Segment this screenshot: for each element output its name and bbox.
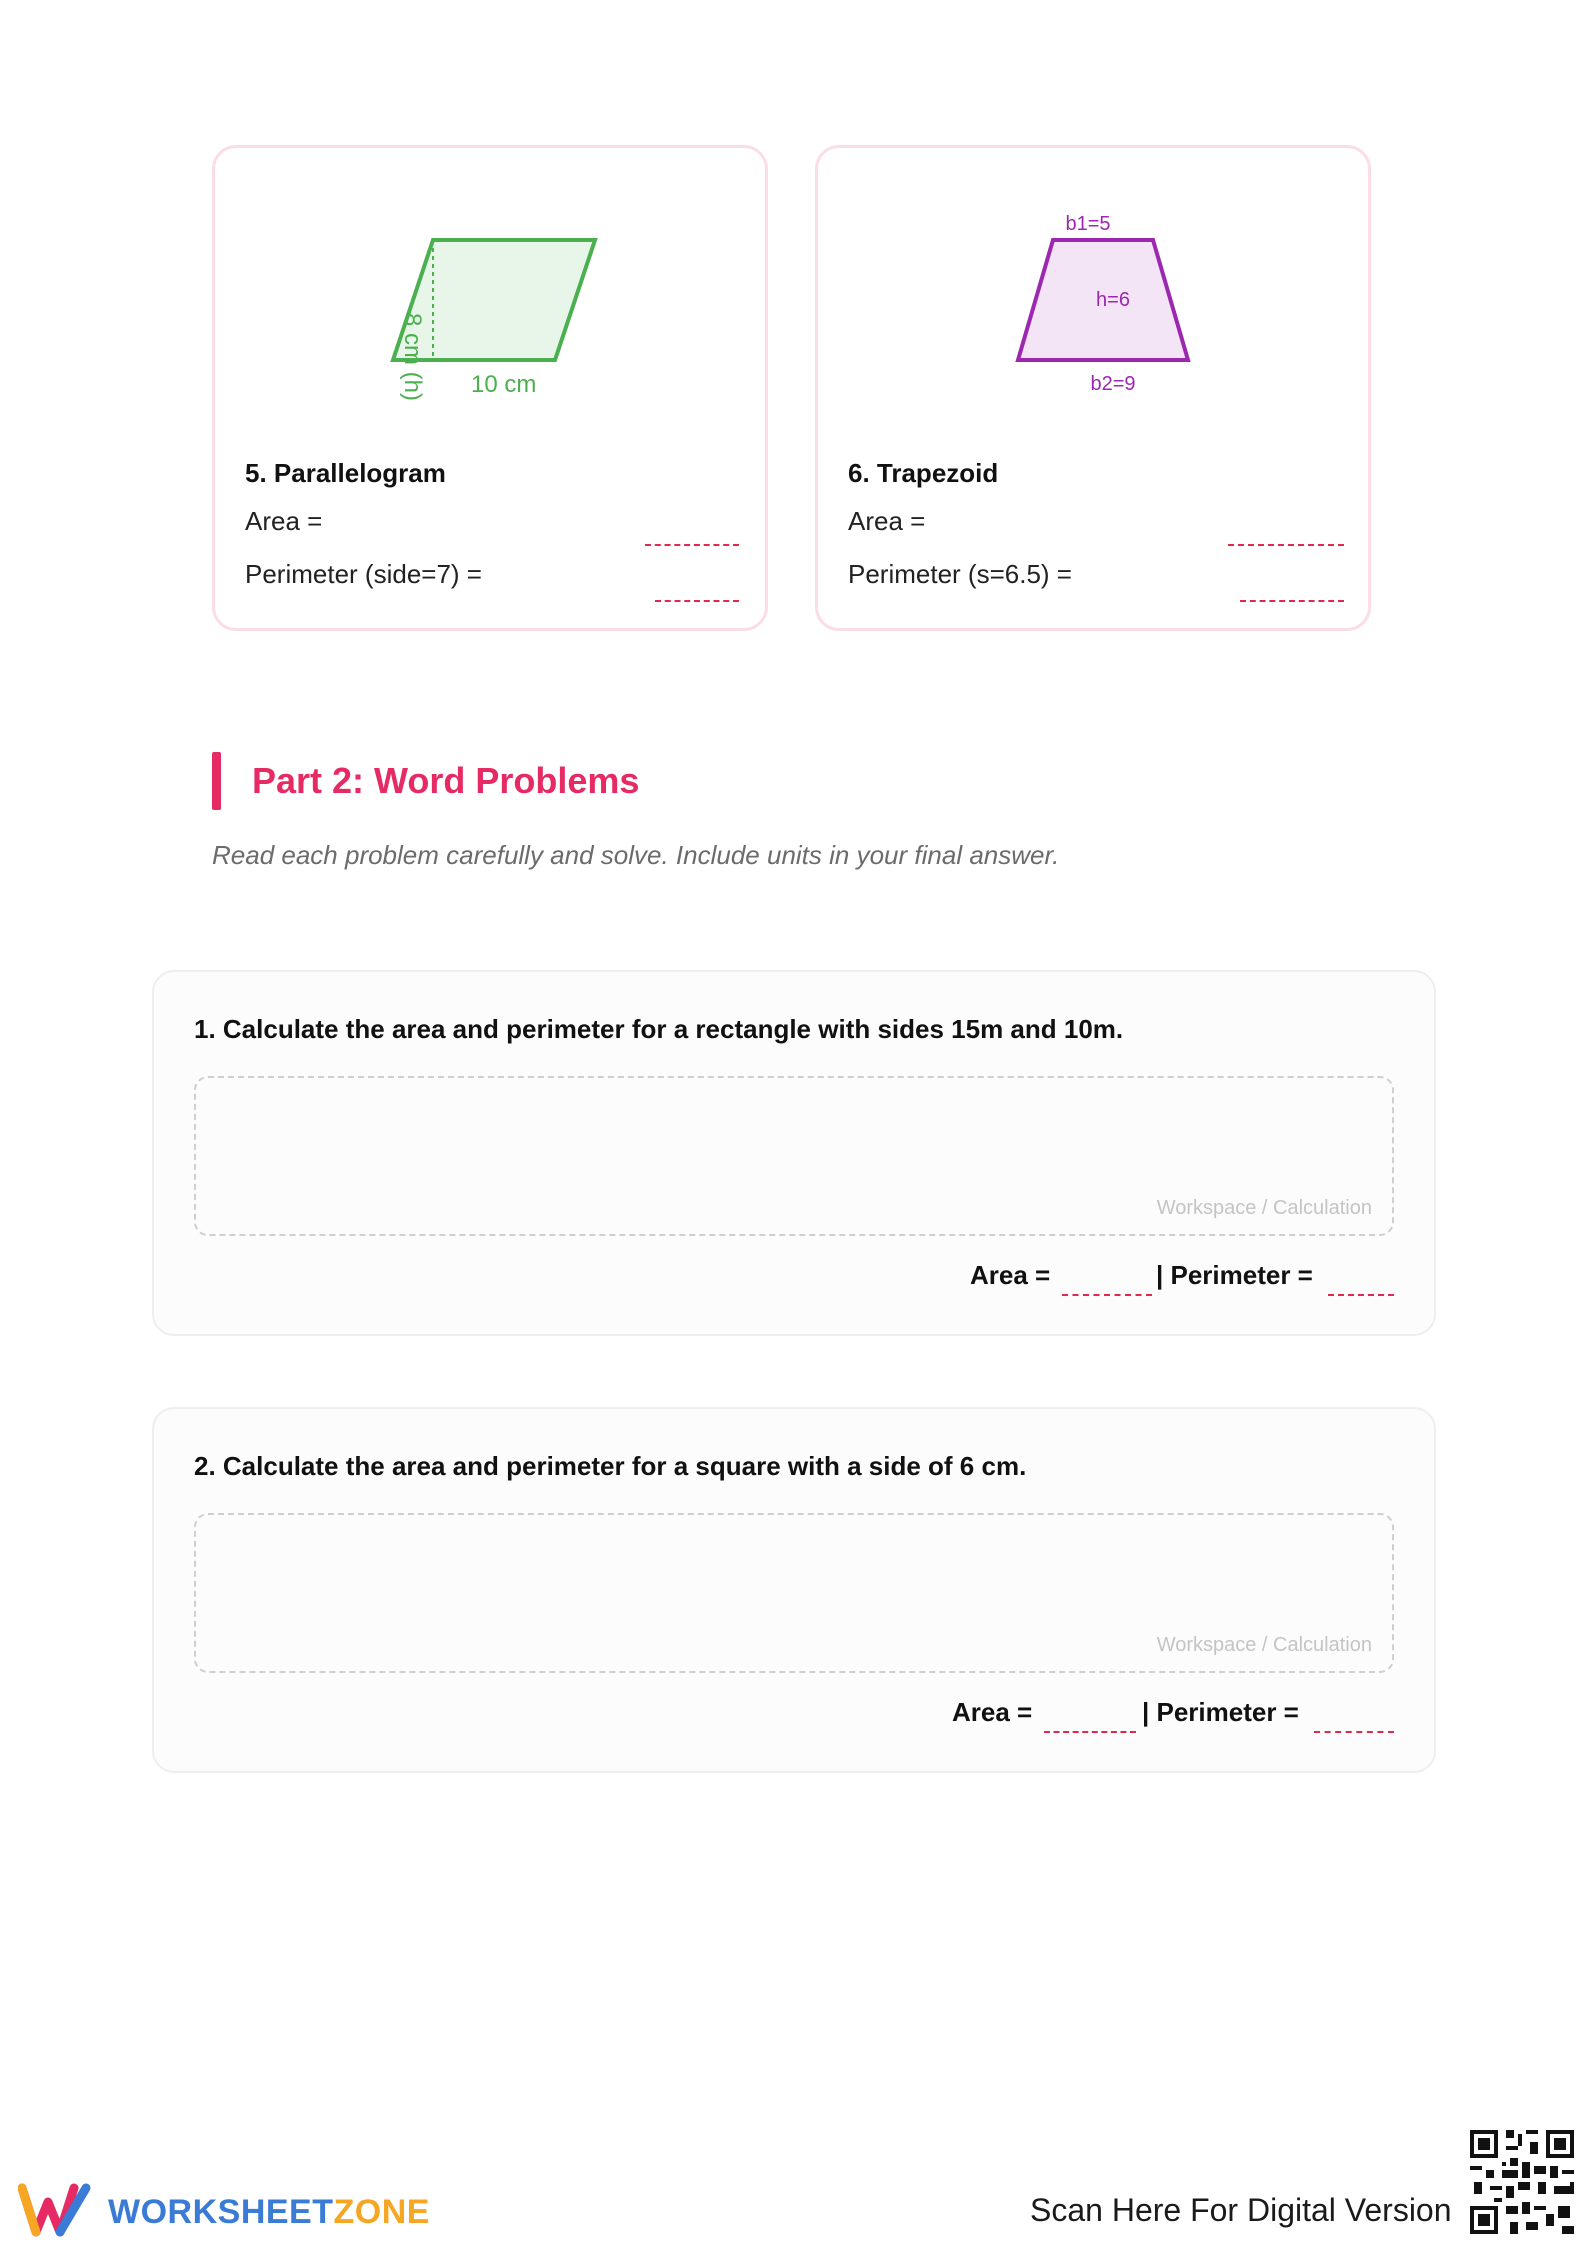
perimeter-answer-label: | Perimeter =: [1142, 1697, 1299, 1727]
area-label: Area =: [848, 506, 926, 536]
problem-card: [152, 970, 1436, 1336]
problem-card: [152, 1407, 1436, 1773]
perimeter-answer-label: | Perimeter =: [1156, 1260, 1313, 1290]
perimeter-label: Perimeter (s=6.5) =: [848, 559, 1072, 589]
parallelogram-height-label: 8 cm (h): [399, 313, 426, 402]
problem-question: 1. Calculate the area and perimeter for a rectangle with sides 15m and 10m.: [194, 1014, 1124, 1044]
area-answer-blank[interactable]: [1062, 1294, 1152, 1296]
parallelogram-base-label: 10 cm: [471, 371, 537, 398]
area-answer-label: Area =: [970, 1260, 1051, 1290]
perimeter-answer-blank[interactable]: [1314, 1731, 1394, 1733]
perimeter-answer-blank[interactable]: [1328, 1294, 1394, 1296]
workspace-area[interactable]: [194, 1076, 1394, 1236]
trapezoid-top-label: b1=5: [1065, 213, 1111, 235]
trapezoid-card: [815, 145, 1371, 631]
instructions-text: Read each problem carefully and solve. Include units in your final answer.: [212, 840, 1060, 870]
area-label: Area =: [245, 506, 323, 536]
qr-code-icon[interactable]: [1466, 2126, 1578, 2238]
parallelogram-figure: [215, 148, 771, 448]
brand-name-part1: WORKSHEET: [108, 2193, 334, 2231]
brand-name-part2: ZONE: [333, 2193, 430, 2231]
problem-question: 2. Calculate the area and perimeter for a square with a side of 6 cm.: [194, 1451, 1027, 1481]
scan-text: Scan Here For Digital Version: [1030, 2192, 1452, 2228]
area-answer-blank[interactable]: [645, 544, 739, 546]
trapezoid-bottom-label: b2=9: [1090, 373, 1136, 395]
card-title: 6. Trapezoid: [848, 458, 999, 488]
perimeter-label: Perimeter (side=7) =: [245, 559, 482, 589]
parallelogram-card: [212, 145, 768, 631]
worksheetzone-logo-icon: [18, 2180, 98, 2240]
section-heading: [212, 752, 1012, 810]
workspace-label: Workspace / Calculation: [1156, 1634, 1372, 1656]
workspace-area[interactable]: [194, 1513, 1394, 1673]
perimeter-answer-blank[interactable]: [655, 600, 739, 602]
card-title: 5. Parallelogram: [245, 458, 446, 488]
area-answer-blank[interactable]: [1228, 544, 1344, 546]
area-answer-label: Area =: [952, 1697, 1033, 1727]
heading-accent-bar: [212, 752, 221, 810]
perimeter-answer-blank[interactable]: [1240, 600, 1344, 602]
trapezoid-height-label: h=6: [1096, 289, 1130, 311]
area-answer-blank[interactable]: [1044, 1731, 1136, 1733]
brand-name: [108, 2193, 430, 2232]
section-title: Part 2: Word Problems: [252, 760, 640, 801]
workspace-label: Workspace / Calculation: [1156, 1197, 1372, 1219]
trapezoid-figure: [818, 148, 1374, 448]
